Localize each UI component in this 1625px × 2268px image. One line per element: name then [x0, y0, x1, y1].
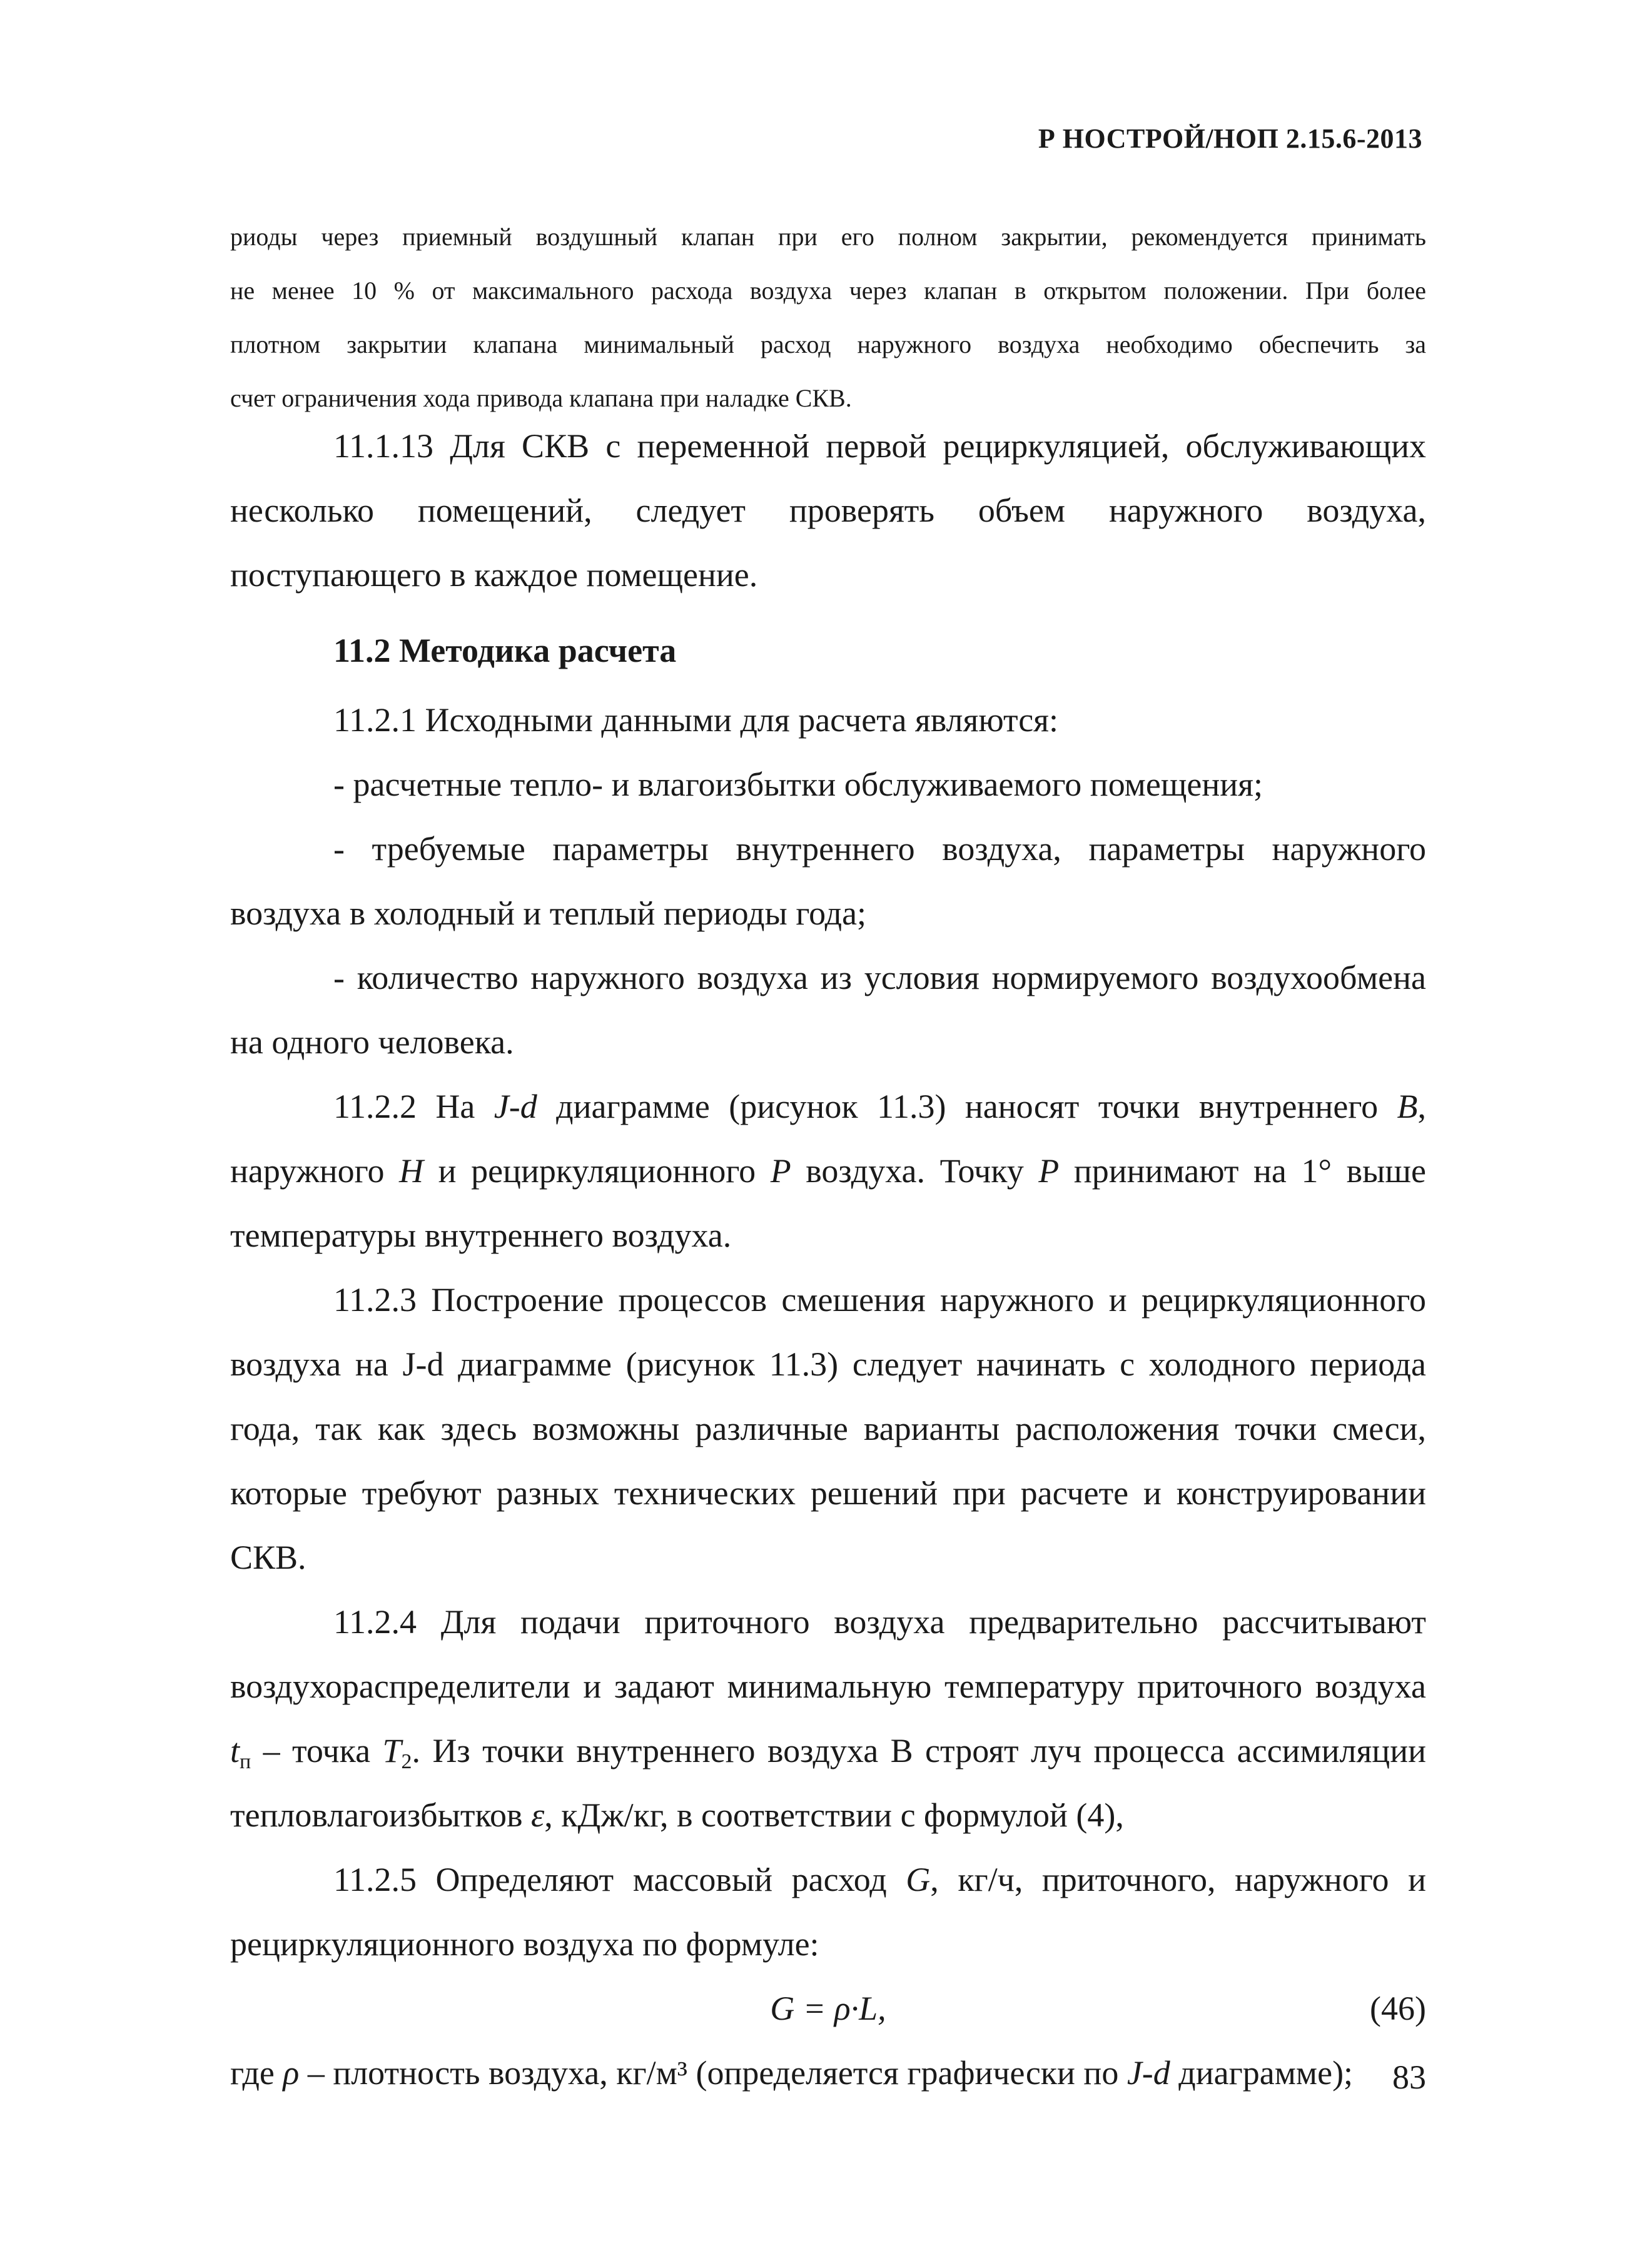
where-line: где ρ – плотность воздуха, кг/м³ (определяется графически по J-d диаграмме); [230, 2054, 1354, 2092]
text-line: риоды через приемный воздушный клапан при его полном закрытии, рекомендуется принимать [230, 223, 1426, 251]
text-line: счет ограничения хода привода клапана при наладке СКВ. [230, 384, 852, 412]
page-number: 83 [1392, 2058, 1426, 2096]
main-text [230, 414, 1426, 2105]
paragraph-11-2-1: 11.2.1 Исходными данными для расчета являются: [333, 701, 1059, 739]
list-item: - расчетные тепло- и влагоизбытки обслуживаемого помещения; [333, 766, 1263, 803]
paragraph-11-1-13: 11.1.13 Для СКВ с переменной первой рециркуляцией, обслуживающих несколько помещений, следует проверять объем наружного воздуха, поступающего в каждое помещение. [230, 427, 1426, 594]
paragraph-11-2-2: 11.2.2 На J-d диаграмме (рисунок 11.3) наносят точки внутреннего В, наружного Н и рециркуляционного Р воздуха. Точку Р принимают на 1° выше температуры внутреннего воздуха. [230, 1088, 1426, 1254]
paragraph-11-2-5: 11.2.5 Определяют массовый расход G, кг/ч, приточного, наружного и рециркуляционного воздуха по формуле: [230, 1861, 1426, 1963]
running-header: Р НОСТРОЙ/НОП 2.15.6-2013 [1038, 123, 1422, 154]
list-item: - количество наружного воздуха из условия нормируемого воздухообмена на одного человека. [230, 959, 1426, 1061]
section-heading: 11.2 Методика расчета [333, 632, 677, 669]
formula-number: (46) [1370, 1990, 1426, 2027]
paragraph-11-2-4: 11.2.4 Для подачи приточного воздуха предварительно рассчитывают воздухораспределители и задают минимальную температуру приточного воздуха $t_п$ – точка $T_2$. Из точки внутреннего воздуха В строят луч процесса ассимиляции тепловлагоизбытков ε, кДж/кг, в соответствии с формулой (4), [230, 1603, 1426, 1834]
paragraph-11-2-3: 11.2.3 Построение процессов смешения наружного и рециркуляционного воздуха на J-d диаграмме (рисунок 11.3) следует начинать с холодного периода года, так как здесь возможны различные варианты расположения точки смеси, которые требуют разных технических решений при расчете и конструировании СКВ. [230, 1281, 1426, 1576]
list-item: - требуемые параметры внутреннего воздуха, параметры наружного воздуха в холодный и теплый периоды года; [230, 830, 1426, 932]
text-line: плотном закрытии клапана минимальный расход наружного воздуха необходимо обеспечить за [230, 330, 1426, 358]
formula-row [230, 1977, 1426, 2041]
text-line: не менее 10 % от максимального расхода воздуха через клапан в открытом положении. При более [230, 276, 1426, 305]
formula: G = ρ·L, [770, 1990, 886, 2027]
continued-paragraph [230, 210, 1426, 425]
